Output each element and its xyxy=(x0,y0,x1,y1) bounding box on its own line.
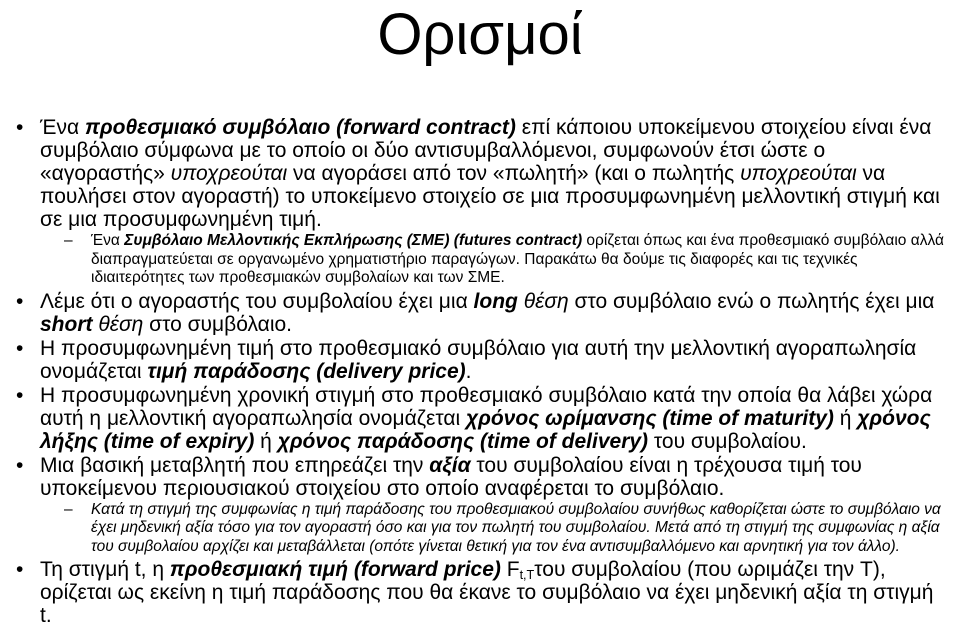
term-long: long xyxy=(473,289,518,313)
term-time-of-expiry: χρόνος λήξης (time of expiry) xyxy=(40,406,931,453)
slide-content xyxy=(0,116,960,628)
bullet-mark: • xyxy=(16,383,24,407)
bullet-mark: • xyxy=(16,336,24,360)
bullet-mark: • xyxy=(16,289,24,313)
term-time-of-delivery: χρόνος παράδοσης (time of delivery) xyxy=(277,429,649,453)
term-time-of-maturity: χρόνος ωρίμανσης (time of maturity) xyxy=(465,406,834,430)
subbullet-zero-value: – Κατά τη στιγμή της συμφωνίας η τιμή παράδοσης του προθεσμιακού συμβολαίου συνήθως καθορίζεται ώστε το συμβόλαιο να έχει μηδενική αξία τόσο για τον αγοραστή όσο και για τον πωλητή του συμβολαίου. Μετά από τη στιγμή της συμφωνίας η αξία του συμβολαίου αρχίζει και μεταβάλλεται (οπότε γίνεται θετική για τον ένα αντισυμβαλλόμενο και αρνητική για τον άλλο). xyxy=(64,500,941,555)
bullet-delivery-price: • Η προσυμφωνημένη τιμή στο προθεσμιακό συμβόλαιο για αυτή την μελλοντική αγοραπωλησία ονομάζεται τιμή παράδοσης (delivery price). xyxy=(16,336,917,383)
dash-mark: – xyxy=(64,500,73,518)
bullet-long-short: • Λέμε ότι ο αγοραστής του συμβολαίου έχει μια long θέση στο συμβόλαιο ενώ ο πωλητής έχει μια short θέση στο συμβόλαιο. xyxy=(16,289,935,336)
term-forward-contract: προθεσμιακό συμβόλαιο (forward contract) xyxy=(84,116,516,139)
term-value: αξία xyxy=(429,453,471,477)
bullet-mark: • xyxy=(16,558,24,581)
dash-mark: – xyxy=(64,232,73,249)
bullet-maturity: • Η προσυμφωνημένη χρονική στιγμή στο προθεσμιακό συμβόλαιο κατά την οποία θα λάβει χώρα αυτή η μελλοντική αγοραπωλησία ονομάζεται χρόνος ωρίμανσης (time of maturity) ή χρόνος λήξης (time of expiry) ή χρόνος παράδοσης (time of delivery) του συμβολαίου. xyxy=(16,383,933,453)
subbullet-futures-contract: – Ένα Συμβόλαιο Μελλοντικής Εκπλήρωσης (ΣΜΕ) (futures contract) ορίζεται όπως και ένα προθεσμιακό συμβόλαιο αλλά διαπραγματεύεται σε οργανωμένο χρηματιστήριο παραγώγων. Παρακάτω θα δούμε τις διαφορές και τις τεχνικές ιδιαιτερότητες των προθεσμιακών συμβολαίων και των ΣΜΕ. xyxy=(64,232,944,286)
bullet-mark: • xyxy=(16,116,24,139)
bullet-value: • Μια βασική μεταβλητή που επηρεάζει την αξία του συμβολαίου είναι η τρέχουσα τιμή του υποκείμενου περιουσιακού στοιχείου στο οποίο αναφέρεται το συμβόλαιο. xyxy=(16,453,862,500)
term-futures-contract: Συμβόλαιο Μελλοντικής Εκπλήρωσης (ΣΜΕ) (futures contract) xyxy=(124,232,583,249)
bullet-mark: • xyxy=(16,453,24,477)
bullet-forward-contract: • Ένα προθεσμιακό συμβόλαιο (forward contract) επί κάποιου υποκείμενου στοιχείου είναι ένα συμβόλαιο σύμφωνα με το οποίο οι δύο αντισυμβαλλόμενοι, συμφωνούν έτσι ώστε ο «αγοραστής» υποχρεούται να αγοράσει από τον «πωλητή» (και ο πωλητής υποχρεούται να πουλήσει στον αγοραστή) το υποκείμενο στοιχείο σε μια προσυμφωνημένη μελλοντική στιγμή και σε μια προσυμφωνημένη τιμή. xyxy=(16,116,940,231)
term-delivery-price: τιμή παράδοσης (delivery price) xyxy=(147,359,466,383)
term-forward-price: προθεσμιακή τιμή (forward price) xyxy=(169,558,501,581)
forward-price-subscript: t,T xyxy=(519,568,535,582)
bullet-forward-price: • Τη στιγμή t, η προθεσμιακή τιμή (forward price) $F_{t,T}\tau o\upsilon$ συμβολαίου (που ωριμάζει την T), ορίζεται ως εκείνη η τιμή παράδοσης που θα έκανε το συμβόλαιο να έχει μηδενική αξία τη στιγμή t. xyxy=(16,558,934,627)
term-short: short xyxy=(40,312,93,336)
slide-title: Ορισμοί xyxy=(377,2,583,67)
